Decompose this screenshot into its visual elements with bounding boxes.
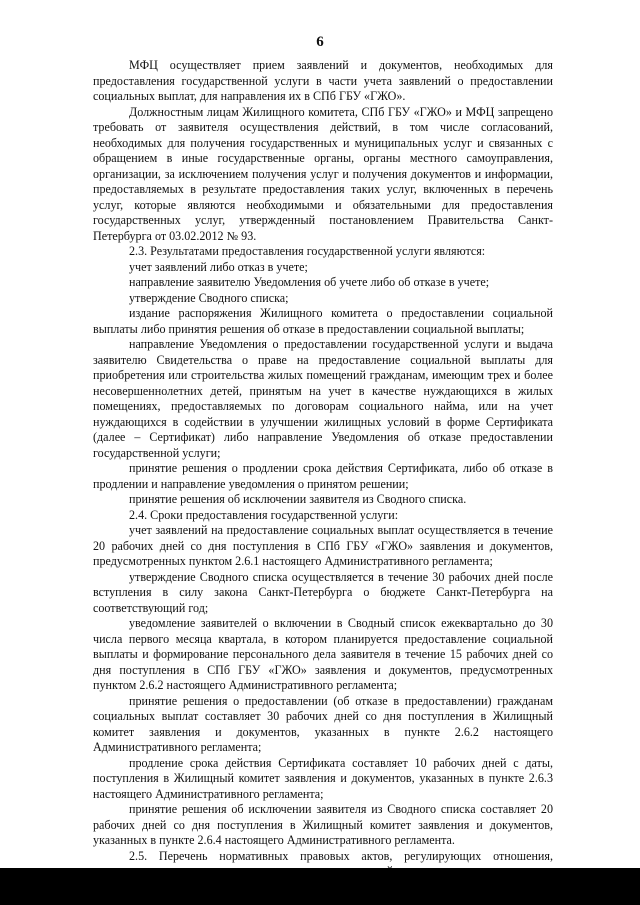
list-item: принятие решения об исключении заявителя из Сводного списка. [129, 492, 467, 506]
list-item: принятие решения об исключении заявителя из Сводного списка составляет 20 рабочих дней со дня поступления в Жилищный комитет заявления и документов, указанных в пункте 2.6.4 настоящего Административного регламента. [93, 802, 553, 847]
list-item: продление срока действия Сертификата составляет 10 рабочих дней с даты, поступления в Жилищный комитет заявления и документов, указанных в пункте 2.6.3 настоящего Административного регламента; [93, 755, 553, 801]
paragraph: Должностным лицам Жилищного комитета, СПб ГБУ «ГЖО» и МФЦ запрещено требовать от заявителя осуществления действий, в том числе согласований, необходимых для получения государственных и муниципальных услуг и связанных с обращением в иные государственные органы, органы местного самоуправления, организации, за исключением получения услуг и получения документов и информации, предоставляемых в результате предоставления таких услуг, включенных в перечень услуг, которые являются необходимыми и обязательными для предоставления государственных услуг, утвержденный постановлением Правительства Санкт-Петербурга от 03.02.2012 № 93. [93, 104, 553, 243]
section-heading: 2.4. Сроки предоставления государственной услуги: [129, 507, 399, 522]
section-heading: 2.3. Результатами предоставления государственной услуги являются: [129, 244, 486, 258]
list-item: направление Уведомления о предоставлении государственной услуги и выдача заявителю Свидетельства о праве на предоставление социальной выплаты для приобретения или строительства жилых помещений гражданам, имеющим трех и более несовершеннолетних детей, принятым на учет в качестве нуждающихся в жилых помещениях, предоставляемых по договорам социального найма, или на учет нуждающихся в содействии в улучшении жилищных условий в форме Сертификата (далее – Сертификат) либо направление Уведомления об отказе предоставлении государственной услуги; [93, 337, 553, 460]
list-item: принятие решения о продлении срока действия Сертификата, либо об отказе в продлении и направление уведомления о принятом решении; [93, 461, 553, 491]
document-body [93, 58, 553, 895]
list-item: учет заявлений на предоставление социальных выплат осуществляется в течение 20 рабочих дней со дня поступления в СПб ГБУ «ГЖО» заявления и документов, предусмотренных пунктом 2.6.1 настоящего Административного регламента; [93, 523, 553, 568]
list-item: направление заявителю Уведомления об учете либо об отказе в учете; [129, 275, 490, 289]
list-item: принятие решения о предоставлении (об отказе в предоставлении) гражданам социальных выплат составляет 30 рабочих дней со дня поступления в Жилищный комитет заявления и документов, указанных в пункте 2.6.2 настоящего Административного регламента; [93, 693, 553, 754]
list-item: издание распоряжения Жилищного комитета о предоставлении социальной выплаты либо принятия решения об отказе в предоставлении социальной выплаты; [93, 306, 553, 336]
paragraph: МФЦ осуществляет прием заявлений и документов, необходимых для предоставления государственной услуги в части учета заявлений о предоставлении социальных выплат, для направления их в СПб ГБУ «ГЖО». [93, 58, 553, 103]
page-number: 6 [316, 34, 324, 50]
section-heading: 2.5. Перечень нормативных правовых актов, регулирующих отношения, [129, 848, 553, 863]
scan-bottom-border [0, 868, 640, 905]
list-item: уведомление заявителей о включении в Сводный список ежеквартально до 30 числа первого месяца квартала, в котором планируется предоставление социальной выплаты и формирование персонального дела заявителя в течение 15 рабочих дней со дня поступления в СПб ГБУ «ГЖО» заявления и документов, предусмотренных пунктом 2.6.2 настоящего Административного регламента; [93, 616, 553, 692]
list-item: утверждение Сводного списка; [129, 290, 289, 305]
list-item: утверждение Сводного списка осуществляется в течение 30 рабочих дней после вступления в силу закона Санкт-Петербурга о бюджете Санкт-Петербурга на соответствующий год; [93, 569, 553, 615]
list-item: учет заявлений либо отказ в учете; [129, 259, 308, 274]
